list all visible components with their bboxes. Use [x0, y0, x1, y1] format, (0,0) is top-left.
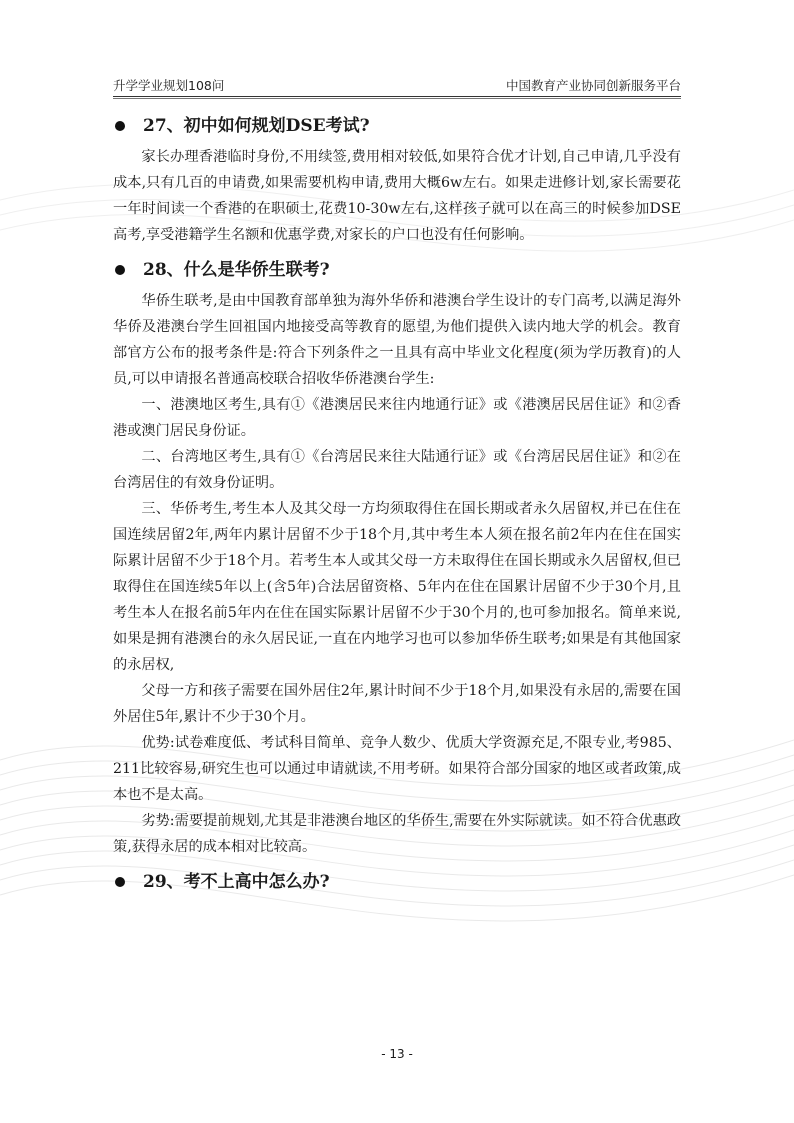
header-title-left: 升学学业规划108问: [113, 78, 225, 93]
page-header: [113, 76, 681, 97]
section-title: 29、考不上高中怎么办?: [143, 872, 330, 892]
paragraph: 家长办理香港临时身份,不用续签,费用相对较低,如果符合优才计划,自己申请,几乎没有成本,只有几百的申请费,如果需要机构申请,费用大概6w左右。如果走进修计划,家长需要花一年时间读一个香港的在职硕士,花费10-30w左右,这样孩子就可以在高三的时候参加DSE高考,享受港籍学生名额和优惠学费,对家长的户口也没有任何影响。: [113, 149, 681, 243]
section-heading-27: [113, 108, 681, 144]
paragraph: 一、港澳地区考生,具有①《港澳居民来往内地通行证》或《港澳居民居住证》和②香港或澳门居民身份证。: [113, 397, 681, 439]
paragraph: 二、台湾地区考生,具有①《台湾居民来往大陆通行证》或《台湾居民居住证》和②在台湾居住的有效身份证明。: [113, 449, 681, 491]
section-heading-29: [113, 864, 681, 900]
paragraph: 父母一方和孩子需要在国外居住2年,累计时间不少于18个月,如果没有永居的,需要在国外居住5年,累计不少于30个月。: [113, 683, 681, 725]
paragraph: 华侨生联考,是由中国教育部单独为海外华侨和港澳台学生设计的专门高考,以满足海外华侨及港澳台学生回祖国内地接受高等教育的愿望,为他们提供入读内地大学的机会。教育部官方公布的报考条件是:符合下列条件之一且具有高中毕业文化程度(须为学历教育)的人员,可以申请报名普通高校联合招收华侨港澳台学生:: [113, 293, 681, 387]
header-divider: [113, 98, 681, 99]
paragraph: 劣势:需要提前规划,尤其是非港澳台地区的华侨生,需要在外实际就读。如不符合优惠政策,获得永居的成本相对比较高。: [113, 813, 681, 855]
paragraph: 优势:试卷难度低、考试科目简单、竞争人数少、优质大学资源充足,不限专业,考985、211比较容易,研究生也可以通过申请就读,不用考研。如果符合部分国家的地区或者政策,成本也不是太高。: [113, 735, 681, 803]
bullet-icon: [115, 877, 125, 887]
page-content: [113, 108, 681, 900]
bullet-icon: [115, 265, 125, 275]
paragraph: 三、华侨考生,考生本人及其父母一方均须取得住在国长期或者永久居留权,并已在住在国连续居留2年,两年内累计居留不少于18个月,其中考生本人须在报名前2年内在住在国实际累计居留不少于18个月。若考生本人或其父母一方未取得住在国长期或永久居留权,但已取得住在国连续5年以上(含5年)合法居留资格、5年内在住在国累计居留不少于30个月,且考生本人在报名前5年内在住在国实际累计居留不少于30个月的,也可参加报名。简单来说,如果是拥有港澳台的永久居民证,一直在内地学习也可以参加华侨生联考;如果是有其他国家的永居权,: [113, 501, 681, 673]
section-title: 28、什么是华侨生联考?: [143, 260, 330, 280]
header-title-right: 中国教育产业协同创新服务平台: [505, 78, 681, 93]
bullet-icon: [115, 121, 125, 131]
section-title: 27、初中如何规划DSE考试?: [143, 116, 370, 136]
section-heading-28: [113, 252, 681, 288]
page-number: - 13 -: [381, 1047, 413, 1061]
